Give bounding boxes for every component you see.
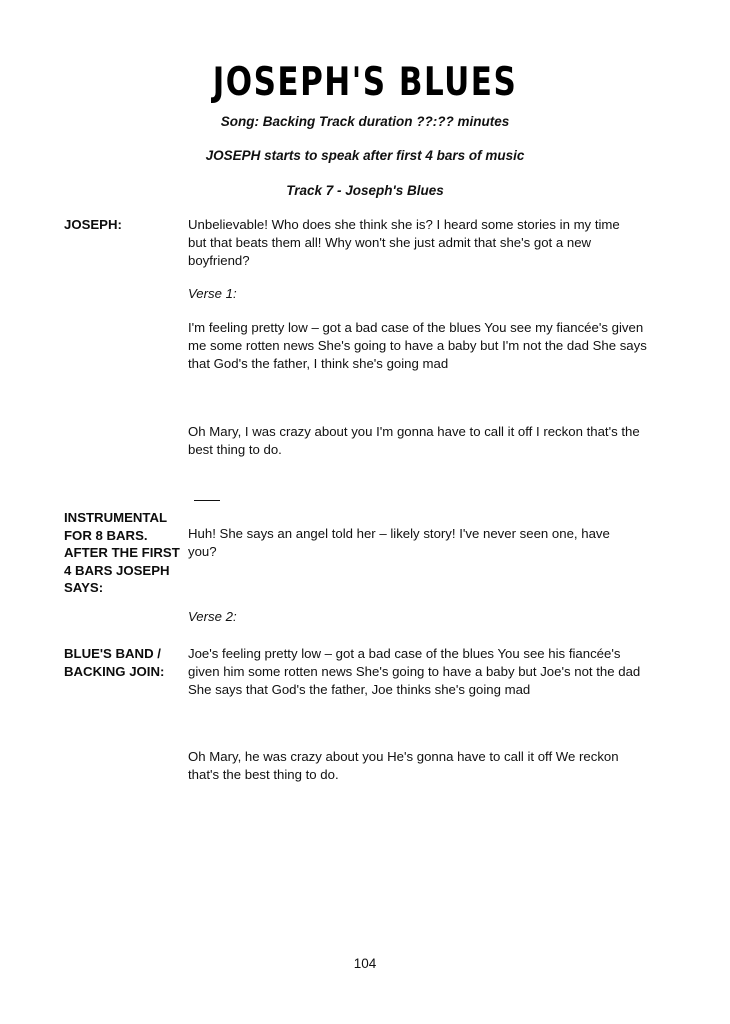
verse-2-label: Verse 2: [188, 609, 237, 624]
speech-joseph-instrumental: Huh! She says an angel told her – likely story! I've never seen one, have you? [188, 526, 610, 559]
verse-2-lyrics: Joe's feeling pretty low – got a bad case of the blues You see his fiancée's given him some rotten news She's going to have a baby but Joe's not the dad She says that God's the father, Joe thinks she's going mad [188, 646, 641, 697]
verse-1-label: Verse 1: [188, 286, 237, 301]
speaker-blues-band: BLUE'S BAND / BACKING JOIN: [64, 646, 165, 679]
speech-joseph-intro: Unbelievable! Who does she think she is? I heard some stories in my time but that beats them all! Why won't she just admit that she's got a new boyfriend? [188, 217, 620, 268]
speaker-instrumental: INSTRUMENTAL FOR 8 BARS. AFTER THE FIRST 4 BARS JOSEPH SAYS: [64, 510, 180, 595]
horizontal-rule [194, 500, 220, 501]
verse-1-lyrics: I'm feeling pretty low – got a bad case of the blues You see my fiancée's given me some rotten news She's going to have a baby but I'm not the dad She says that God's the father, I think she's going mad [188, 320, 647, 371]
subtitle-track-duration: Song: Backing Track duration ??:?? minutes [220, 114, 510, 129]
page-title: JOSEPH'S BLUES [212, 60, 518, 105]
subtitle-stage-direction: JOSEPH starts to speak after first 4 bars of music [205, 148, 525, 163]
speaker-joseph: JOSEPH: [64, 217, 122, 232]
verse-1-chorus: Oh Mary, I was crazy about you I'm gonna have to call it off I reckon that's the best thing to do. [188, 424, 640, 457]
page-number: 104 [353, 956, 377, 971]
verse-2-chorus: Oh Mary, he was crazy about you He's gonna have to call it off We reckon that's the best thing to do. [188, 749, 619, 782]
subtitle-track-name: Track 7 - Joseph's Blues [286, 183, 444, 198]
